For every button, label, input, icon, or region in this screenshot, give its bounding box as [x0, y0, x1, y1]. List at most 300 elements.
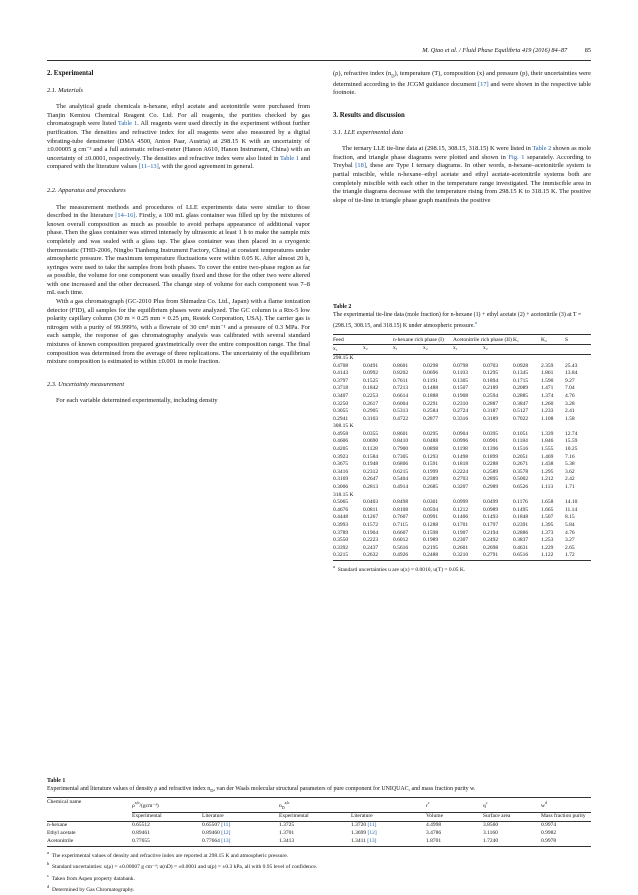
- table-cell: 1.507: [541, 514, 554, 521]
- table-cell: 1.72: [565, 552, 575, 559]
- table-cell: 0.1907: [453, 529, 469, 536]
- table-cell: 0.2089: [513, 385, 529, 392]
- table-cell: 0.0295: [423, 430, 439, 437]
- table-cell: 0.1051: [513, 430, 529, 437]
- subsection-heading-uncertainty: 2.3. Uncertainty measurement: [47, 380, 125, 388]
- table1-footnotes: [47, 849, 591, 895]
- table-cell: 0.2905: [363, 408, 379, 415]
- table-cell: 0.2389: [423, 476, 439, 483]
- table-cell: 3.62: [565, 468, 575, 475]
- table-cell: 0.1899: [483, 453, 499, 460]
- table-cell: 0.7611: [393, 377, 408, 384]
- table-cell: 0.1525: [363, 377, 379, 384]
- table-cell: 1.229: [541, 544, 554, 551]
- table-cell: 0.0703: [483, 362, 499, 369]
- table-cell: 2.41: [565, 408, 575, 415]
- table1-grid: [47, 799, 591, 846]
- table2-link[interactable]: Table 2: [532, 145, 552, 153]
- table-cell: 0.3993: [333, 522, 349, 528]
- table-cell: 0.1396: [483, 446, 499, 453]
- table-cell: 0.2224: [453, 468, 469, 475]
- table-cell: 0.0898: [423, 446, 439, 453]
- table-cell: 0.2589: [483, 468, 499, 475]
- table-cell: 0.2492: [483, 537, 499, 544]
- table-row: [333, 514, 591, 522]
- table-row: [333, 522, 591, 530]
- table-cell: 0.2291: [423, 400, 439, 407]
- table-cell: 13.84: [565, 370, 578, 377]
- table-cell: 0.8410: [393, 438, 409, 445]
- table-cell: 0.0298: [423, 362, 439, 369]
- table-cell: 0.6526: [513, 484, 529, 491]
- table2-temperature-row: 298.15 K: [333, 354, 354, 361]
- table-cell: 0.4676: [333, 506, 349, 513]
- table-cell: 0.0989: [483, 506, 499, 513]
- table-cell: 0.5002: [513, 476, 529, 483]
- table-cell: 0.1848: [513, 514, 529, 521]
- table-cell: 3.28: [565, 400, 575, 407]
- table-cell: 0.5127: [513, 408, 529, 415]
- table-row: [333, 545, 591, 553]
- table-cell: 7.04: [565, 385, 575, 392]
- table-cell: 0.2703: [453, 476, 469, 483]
- table-cell: 0.3006: [333, 484, 349, 491]
- table-cell: 0.3316: [453, 415, 469, 422]
- table-cell: 0.4926: [393, 552, 409, 559]
- table-cell: 4.4998: [426, 821, 442, 828]
- table-cell: 1.295: [541, 468, 554, 475]
- table2-temperature-row: 318.15 K: [333, 491, 354, 498]
- table-cell: 1.260: [541, 400, 554, 407]
- table-row: [333, 438, 591, 446]
- table-cell: 0.3187: [483, 408, 499, 415]
- table-row: [333, 363, 591, 371]
- table-cell: 0.6806: [393, 461, 409, 468]
- table-cell: 1.7240: [483, 837, 499, 844]
- table-cell: 1.8701: [426, 837, 442, 844]
- table-cell: 0.2671: [513, 461, 529, 468]
- table-cell: 1.3725: [279, 821, 295, 828]
- table-cell: 0.3847: [513, 400, 529, 407]
- table-cell: 1.665: [541, 506, 554, 513]
- table-cell: 0.2584: [423, 408, 439, 415]
- table-cell: 1.253: [541, 537, 554, 544]
- table-cell: 11.14: [565, 506, 578, 513]
- section-heading-results: 3. Results and discussion: [333, 112, 405, 120]
- table-cell: 0.3169: [333, 476, 349, 483]
- table-cell: 0.77664 [13]: [202, 837, 231, 844]
- table-cell: 0.2989: [483, 484, 499, 491]
- table-cell: 0.6614: [393, 392, 409, 399]
- table-cell: 1.3411 [13]: [351, 837, 377, 844]
- table-row: [333, 484, 591, 492]
- table-row: [333, 530, 591, 538]
- table-cell: 0.7115: [393, 522, 408, 528]
- table-row: [333, 537, 591, 545]
- table-cell: 1.339: [541, 430, 554, 437]
- table-cell: 0.2632: [363, 552, 379, 559]
- table-cell: 0.2253: [363, 392, 379, 399]
- table-cell: 0.4448: [333, 514, 349, 521]
- table-cell: 0.2886: [513, 529, 529, 536]
- table-cell: 0.4606: [333, 438, 349, 445]
- table-cell: 0.1493: [483, 514, 499, 521]
- table-cell: 0.0499: [483, 499, 499, 506]
- table-cell: 0.1842: [363, 385, 379, 392]
- table-cell: 0.7900: [393, 446, 409, 453]
- table-cell: 0.1584: [363, 453, 379, 460]
- table-cell: 0.0996: [453, 438, 469, 445]
- table-cell: 1.438: [541, 461, 554, 468]
- table-cell: 0.1701: [453, 522, 469, 528]
- table-cell: 0.2437: [363, 544, 379, 551]
- table-cell: 0.8601: [393, 430, 409, 437]
- table-cell: 0.8498: [393, 499, 409, 506]
- table-row: [333, 469, 591, 477]
- table-cell: 0.1212: [453, 506, 469, 513]
- table-cell: 0.1948: [363, 461, 379, 468]
- table-cell: 0.0901: [483, 438, 499, 445]
- table-cell: 0.2887: [483, 400, 499, 407]
- table-cell: 0.1989: [423, 537, 439, 544]
- table-cell: 0.1516: [513, 446, 529, 453]
- table-row: [333, 476, 591, 484]
- table-cell: 0.5313: [393, 408, 409, 415]
- table-cell: 1.212: [541, 476, 554, 483]
- table-cell: 0.1495: [513, 506, 529, 513]
- table-cell: 0.1797: [483, 522, 499, 528]
- table-cell: 0.9978: [541, 837, 557, 844]
- table-cell: 0.1128: [363, 446, 378, 453]
- table-cell: 0.1572: [363, 522, 379, 528]
- table-cell: 1.3413: [279, 837, 295, 844]
- citation-link[interactable]: [13]: [367, 837, 377, 844]
- table-row: [333, 378, 591, 386]
- table-cell: 2.42: [565, 476, 575, 483]
- table1-caption: Table 1 Experimental and literature values of density ρ and refractive index $n_D$, van der Waals molecular structural parameters of pure component for UNIQUAC, and mass fraction purity w.: [47, 778, 476, 793]
- table-cell: 0.3207: [453, 484, 469, 491]
- table-cell: 0.2685: [423, 484, 439, 491]
- table-cell: 0.2391: [513, 522, 529, 528]
- table-row: [333, 507, 591, 515]
- table1-note: $^d$ Determined by Gas Chromatography.: [47, 884, 135, 893]
- table-cell: 5.38: [565, 461, 575, 468]
- table-cell: 10.25: [565, 446, 578, 453]
- table-cell: 0.2189: [483, 385, 499, 392]
- table-cell: 0.2312: [363, 468, 379, 475]
- table-cell: 0.9982: [541, 829, 557, 836]
- table-row: [333, 446, 591, 454]
- table-cell: 0.0395: [483, 430, 499, 437]
- table-cell: 0.1293: [423, 453, 439, 460]
- table-row: [333, 370, 591, 378]
- table-cell: 0.4205: [333, 446, 349, 453]
- right-column: [333, 70, 591, 205]
- table-cell: 0.1488: [423, 385, 439, 392]
- running-header: [47, 47, 591, 57]
- table-cell: 0.1267: [363, 514, 379, 521]
- table-cell: 8.15: [565, 514, 575, 521]
- running-title: M. Qiao et al. / Fluid Phase Equilibria 419 (2016) 84–87: [422, 47, 568, 54]
- table-cell: 0.89460 [12]: [202, 829, 231, 836]
- table-cell: 0.9974: [541, 821, 557, 828]
- figure1-link[interactable]: Fig. 1: [508, 153, 525, 161]
- table-cell: 0.5065: [333, 499, 349, 506]
- table-row: [333, 461, 591, 469]
- table-cell: Acetonitrile: [47, 837, 74, 844]
- table-cell: 0.1345: [513, 370, 529, 377]
- table-cell: 0.2647: [363, 476, 379, 483]
- table-cell: 1.3699 [12]: [351, 829, 377, 836]
- table-cell: 0.2617: [363, 400, 379, 407]
- table-cell: 0.2813: [363, 484, 379, 491]
- table-cell: 3.1160: [483, 829, 498, 836]
- citation-link[interactable]: [11]: [367, 821, 377, 828]
- gc-paragraph: With a gas chromatograph (GC-2010 Plus from Shimadzu Co. Ltd., Japan) with a flame ionization detector (FID), all samples for the equilibrium phases were analyzed. The GC column is a Rtx-5 low polarity capillary column (30 m × 0.25 mm × 0.25 μm, Restek Corporation, USA). The carrier gas is nitrogen with a purity of 99.999%, with a flowrate of 30 cm³ min⁻¹ and a pressure of 0.3 MPa. For each sample, the response of gas chromatography analysis was calibrated with several standard mixtures of known composition prepared gravimetrically over the entire composition range. The final composition was determined from the average of three replications. The uncertainty of the equilibrium mixture composition is estimated to within ±0.001 in mole fraction.: [47, 298, 310, 366]
- table-cell: 0.2594: [483, 392, 499, 399]
- table-cell: 0.5616: [393, 544, 409, 551]
- table-cell: 0.2885: [513, 392, 529, 399]
- table-row: [333, 454, 591, 462]
- table-cell: 0.1904: [363, 529, 379, 536]
- table-cell: 0.1176: [513, 499, 528, 506]
- table-cell: 0.65512: [132, 821, 150, 828]
- table-cell: 0.2288: [483, 461, 499, 468]
- table-cell: 0.3189: [483, 415, 499, 422]
- table-row: [333, 385, 591, 393]
- table-cell: 0.1818: [453, 461, 469, 468]
- table-cell: 0.4914: [393, 484, 409, 491]
- table-cell: 1.3720 [11]: [351, 821, 377, 828]
- page-number: 85: [584, 47, 591, 54]
- table-cell: 0.2895: [483, 476, 499, 483]
- table-cell: 3.4786: [426, 829, 442, 836]
- table1-note: $^c$ Taken from Aspen property databank.: [47, 872, 135, 882]
- table-cell: 0.0696: [423, 370, 439, 377]
- table-cell: 1.3701: [279, 829, 295, 836]
- table1-link[interactable]: Table 1: [279, 154, 300, 162]
- apparatus-paragraph: The measurement methods and procedures of LLE experiments data were similar to those described in the literature [14–16]. Firstly, a 100 mL glass container was filled up by the mixtures of known overall composition as much as possible to avoid perhaps appearance of additional vapor phase. Then the glass container was stirred intensely by ultrasonic at least 1 h to make the sample mix completely and was sealed with a glass tap. The glass container was then placed in a cryogenic thermostatic (THD-2006, Ningbo Tianheng Instrument Factory, China) at constant temperatures under atmospheric pressure. The maximum temperature fluctuations were within 0.05 K. After almost 20 h, syringes were used to take the samples from both phases. To cover the entire two-phase region as far as possible, the volume for one component was usually fixed and those for the other two were altered with one increased and the other decreased. The change step of volume for each component was 7–8 mL each time.: [47, 203, 310, 297]
- table2-grid: [333, 337, 591, 560]
- table-cell: 0.1305: [453, 377, 469, 384]
- citation-link[interactable]: [11]: [221, 821, 231, 828]
- table-cell: 0.2724: [453, 408, 469, 415]
- table-cell: 0.1999: [423, 468, 439, 475]
- table-cell: 0.7022: [513, 415, 529, 422]
- uncertainty-continued-paragraph: (ρ), refractive index $(n_D)$, temperature (T), composition (x) and pressure (p), their uncertainties were determined according to the JCGM guidance document [17] and were shown in the respective table footnote.: [333, 70, 591, 97]
- table2-caption: Table 2 The experimental tie-line data (mole fraction) for n-hexane (1) + ethyl acetate (2) + acetonitrile (3) at T = (298.15, 308.15, and 318.15) K under atmospheric pressure.$^a$: [333, 304, 582, 330]
- table-cell: 0.4143: [333, 370, 349, 377]
- table-row: [333, 431, 591, 439]
- table-cell: 4.76: [565, 529, 575, 536]
- table-cell: 0.6516: [513, 552, 529, 559]
- table-row: [47, 838, 591, 846]
- table-cell: 0.7305: [393, 453, 409, 460]
- table-cell: 0.0403: [363, 499, 379, 506]
- table-cell: 0.3215: [333, 552, 349, 559]
- table-cell: 0.2877: [423, 415, 439, 422]
- table-row: [333, 401, 591, 409]
- table-cell: 0.0904: [453, 430, 469, 437]
- table-row: [47, 821, 591, 830]
- table-cell: 1.471: [541, 385, 554, 392]
- table-cell: 14.10: [565, 499, 578, 506]
- table-cell: Ethyl acetate: [47, 829, 76, 836]
- table-cell: 0.8601: [393, 362, 409, 369]
- table-cell: 1.374: [541, 392, 554, 399]
- subsection-heading-materials: 2.1. Materials: [47, 86, 84, 94]
- citation-link[interactable]: [13]: [221, 837, 231, 844]
- table-cell: 1.122: [541, 552, 554, 559]
- table-cell: 0.1191: [423, 377, 438, 384]
- table-row: [333, 499, 591, 507]
- table-cell: 0.3578: [513, 468, 529, 475]
- table-cell: 0.3923: [333, 453, 349, 460]
- table-cell: 0.2310: [453, 400, 469, 407]
- table-cell: 15.59: [565, 438, 578, 445]
- citation-link[interactable]: [12]: [221, 829, 231, 836]
- table-cell: 0.1507: [453, 385, 469, 392]
- table-cell: 0.65507 [11]: [202, 821, 231, 828]
- table-cell: 1.373: [541, 529, 554, 536]
- table1-header-row2: Experimental Literature Experimental Literature Volume Surface area Mass fraction purity: [47, 812, 591, 821]
- table-cell: 0.1103: [453, 370, 468, 377]
- citation-link[interactable]: [12]: [367, 829, 377, 836]
- table-cell: 25.43: [565, 362, 578, 369]
- table-cell: 1.233: [541, 408, 554, 415]
- table-cell: 0.1184: [513, 438, 528, 445]
- table-cell: 0.2194: [483, 529, 499, 536]
- section-heading-experimental: 2. Experimental: [47, 70, 94, 77]
- table-cell: 0.1406: [453, 514, 469, 521]
- table-cell: 0.1908: [453, 392, 469, 399]
- table-cell: n-hexane: [47, 821, 68, 828]
- lle-paragraph: The ternary LLE tie-line data at (298.15, 308.15, 318.15) K were listed in Table 2 shown as mole fraction, and triangle phase diagrams were plotted and shown in Fig. 1 separately. According to Treybal [18], these are Type I ternary diagrams. In other words, n-hexane–acetonitrile system is partial miscible, while n-hexane–ethyl acetate and ethyl acetate-acetonitrile systems both are completely miscible with each other in the temperature range investigated. The immiscible area in the triangle diagrams decrease with the temperature rising from 298.15 K to 318.15 K. The positive slope of tie-line in triangle phase graph manifests the positive: [333, 145, 592, 204]
- table-cell: 1.590: [541, 377, 554, 384]
- table-cell: 0.4708: [333, 362, 349, 369]
- subsection-heading-lle: 3.1. LLE experimental data: [333, 128, 404, 136]
- table-cell: 0.6012: [393, 537, 409, 544]
- table-cell: 0.1295: [483, 370, 499, 377]
- table-cell: 1.555: [541, 446, 554, 453]
- table-cell: 0.1715: [513, 377, 529, 384]
- table2-group-header: Feed n-hexane rich phase (I) Acetonitrile rich phase (II) K₁ K₂ S: [333, 336, 569, 343]
- table-cell: 0.2307: [453, 537, 469, 544]
- citation-link[interactable]: [11–13]: [138, 163, 159, 171]
- table-row: [333, 393, 591, 401]
- table-cell: 0.2223: [363, 537, 379, 544]
- table-cell: 9.27: [565, 377, 575, 384]
- table-cell: 0.89461: [132, 829, 150, 836]
- table-cell: 0.1894: [483, 377, 499, 384]
- table-cell: 0.3250: [333, 400, 349, 407]
- table2-footnote: $^a$ Standard uncertainties u are u(x) = 0.0010, u(T) = 0.05 K.: [333, 563, 466, 573]
- table-cell: 0.3210: [453, 552, 469, 559]
- table-cell: 0.7213: [393, 385, 409, 392]
- table-cell: 0.4722: [393, 415, 409, 422]
- table-cell: 1.58: [565, 415, 575, 422]
- table-cell: 0.1591: [423, 461, 439, 468]
- table-cell: 0.8202: [393, 370, 409, 377]
- table-cell: 0.77655: [132, 837, 150, 844]
- table-cell: 0.1888: [423, 392, 439, 399]
- table-cell: 0.1198: [453, 446, 468, 453]
- table-cell: 4.76: [565, 392, 575, 399]
- table-cell: 0.0594: [423, 506, 439, 513]
- table1-note: $^b$ Standard uncertainties: u(ρ) = ±0.00007 g cm⁻³; u(nD) = ±0.0001 and u(p) = ±0.3 kPa, all with 0.95 level of confidence.: [47, 861, 318, 871]
- table-cell: 7.16: [565, 453, 575, 460]
- table-cell: 0.0690: [363, 438, 379, 445]
- table-cell: 0.3550: [333, 537, 349, 544]
- table2-sub-header: x₁ x₂ x₁ x₂ x₁ x₂: [333, 345, 591, 355]
- table-cell: 0.0991: [423, 514, 439, 521]
- table-cell: 0.0491: [363, 362, 379, 369]
- table-cell: 5.84: [565, 522, 575, 528]
- table-cell: 0.2601: [453, 544, 469, 551]
- table-cell: 0.3837: [513, 537, 529, 544]
- table-cell: 1.469: [541, 453, 554, 460]
- table-cell: 0.5404: [393, 476, 409, 483]
- table-cell: 1.846: [541, 438, 554, 445]
- table-cell: 0.1288: [423, 522, 439, 528]
- materials-paragraph: The analytical grade chemicals n-hexane, ethyl acetate and acetonitrile were purchased from Tianjin Kemiou Chemical Reagent Co. Ltd. For all reagents, the purities checked by gas chromatograph were listed Table 1. All reagents were used directly in the experiment without further purification. The densities and refractive index for all reagents were also measured by a digital vibrating-tube densimeter (DMA 4500, Anton Paar, Austria) at 298.15 K with an uncertainty of ±0.00005 g cm⁻³ and a full automatic refract-meter (Hanon A610, Hanon Instrument, China) with an uncertainty of ±0.0001, respectively. The densities and refractive index were also listed in Table 1 and compared with the literature values [11–13], with the good agreement in general.: [47, 103, 311, 171]
- table-cell: 0.3718: [333, 385, 349, 392]
- table-cell: 0.3675: [333, 461, 349, 468]
- table-cell: 0.0488: [423, 438, 439, 445]
- table-cell: 0.2941: [333, 415, 349, 422]
- citation-link[interactable]: [14–16]: [115, 212, 136, 220]
- table-cell: 0.0811: [363, 506, 378, 513]
- table-cell: 0.2051: [513, 453, 529, 460]
- table-row: [333, 416, 591, 424]
- table-cell: 0.4631: [513, 544, 529, 551]
- table-cell: 1.395: [541, 522, 554, 528]
- subsection-heading-apparatus: 2.2. Apparatus and procedures: [47, 186, 126, 194]
- table-cell: 0.1498: [453, 453, 469, 460]
- table-cell: 1.113: [541, 484, 554, 491]
- table1: [47, 778, 591, 895]
- citation-link[interactable]: [18]: [355, 162, 366, 170]
- table-cell: 0.1598: [423, 529, 439, 536]
- citation-link[interactable]: [17]: [477, 80, 489, 88]
- table-cell: 0.3416: [333, 468, 349, 475]
- table1-header-row1: Chemical name $\rho^{a,b}/(gcm^{-3})$ $n_D^{a,b}$ $r^c$ $q^c$ $w^d$: [47, 799, 547, 811]
- table-cell: 0.0928: [513, 362, 529, 369]
- left-column: [47, 70, 310, 406]
- table2-temperature-row: 308.15 K: [333, 423, 354, 430]
- table-cell: 0.0992: [363, 370, 379, 377]
- table1-link[interactable]: Table 1: [117, 120, 138, 128]
- table-cell: 0.2791: [483, 552, 499, 559]
- table-cell: 0.0301: [423, 499, 439, 506]
- header-rule: [47, 60, 591, 61]
- table-cell: 2.65: [565, 544, 575, 551]
- table-cell: 0.3797: [333, 377, 349, 384]
- uncertainty-paragraph: For each variable determined experimentally, including density: [56, 397, 218, 405]
- table-cell: 0.2195: [423, 544, 439, 551]
- table-cell: 0.8108: [393, 506, 409, 513]
- table-cell: 0.0355: [363, 430, 379, 437]
- table-cell: 0.6607: [393, 529, 409, 536]
- table-cell: 1.658: [541, 499, 554, 506]
- table2: [333, 304, 591, 574]
- table-cell: 0.7607: [393, 514, 409, 521]
- table-cell: 1.861: [541, 370, 554, 377]
- table-cell: 2.359: [541, 362, 554, 369]
- table1-note: $^a$ The experimental values of density and refractive index are reported at 298.15 K and atmospheric pressure.: [47, 849, 289, 859]
- table-cell: 0.6215: [393, 468, 409, 475]
- table-cell: 0.6004: [393, 400, 409, 407]
